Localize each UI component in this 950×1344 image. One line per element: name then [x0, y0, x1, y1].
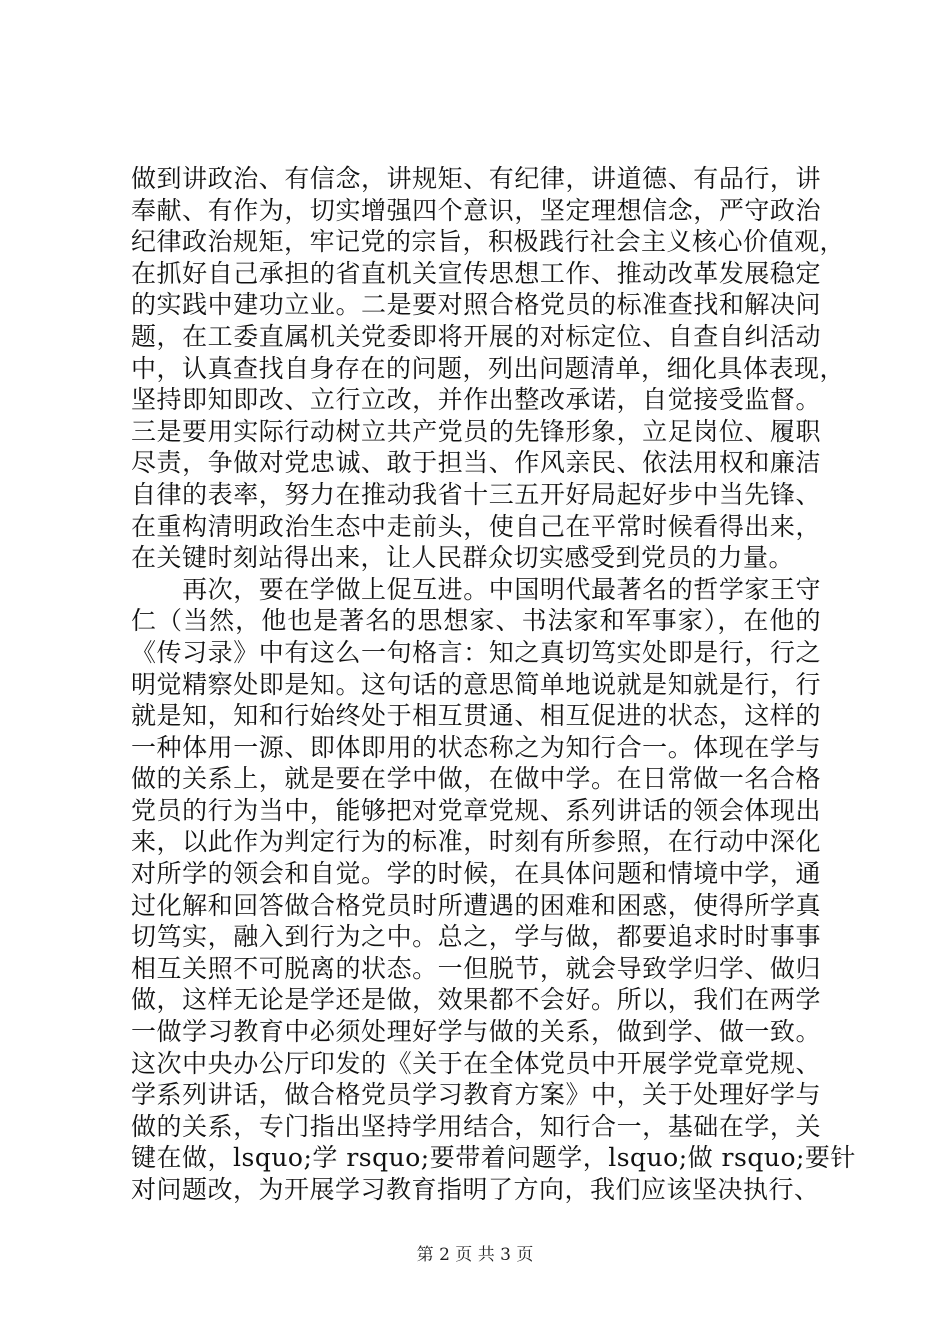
text-line: 自律的表率，努力在推动我省十三五开好局起好步中当先锋、 [131, 479, 821, 509]
text-line: 纪律政治规矩，牢记党的宗旨，积极践行社会主义核心价值观， [131, 227, 846, 257]
text-line: 过化解和回答做合格党员时所遭遇的困难和困惑，使得所学真 [131, 890, 821, 920]
text-line: 中，认真查找自身存在的问题，列出问题清单，细化具体表现， [131, 353, 846, 383]
text-line: 党员的行为当中，能够把对党章党规、系列讲话的领会体现出 [131, 795, 821, 825]
text-line: 对所学的领会和自觉。学的时候，在具体问题和情境中学，通 [131, 859, 821, 889]
text-line: 的实践中建功立业。二是要对照合格党员的标准查找和解决问 [131, 290, 821, 320]
text-line: 题，在工委直属机关党委即将开展的对标定位、自查自纠活动 [131, 321, 821, 351]
text-line: 《传习录》中有这么一句格言：知之真切笃实处即是行，行之 [131, 637, 821, 667]
text-line: 对问题改，为开展学习教育指明了方向，我们应该坚决执行、 [131, 1175, 820, 1204]
text-line: 尽责，争做对党忠诚、敢于担当、作风亲民、依法用权和廉洁 [131, 448, 821, 478]
text-line: 来，以此作为判定行为的标准，时刻有所参照，在行动中深化 [131, 827, 821, 857]
text-line: 在重构清明政治生态中走前头，使自己在平常时候看得出来， [131, 511, 821, 541]
text-line: 做到讲政治、有信念，讲规矩、有纪律，讲道德、有品行，讲 [131, 164, 821, 193]
text-line: 相互关照不可脱离的状态。一但脱节，就会导致学归学、做归 [131, 953, 821, 983]
text-line: 坚持即知即改、立行立改，并作出整改承诺，自觉接受监督。 [131, 385, 821, 415]
text-line: 就是知，知和行始终处于相互贯通、相互促进的状态，这样的 [131, 701, 821, 731]
text-line: 明觉精察处即是知。这句话的意思简单地说就是知就是行，行 [131, 669, 821, 699]
text-line: 一种体用一源、即体即用的状态称之为知行合一。体现在学与 [131, 732, 821, 762]
text-line: 做的关系，专门指出坚持学用结合，知行合一，基础在学，关 [131, 1111, 821, 1141]
text-line: 奉献、有作为，切实增强四个意识，坚定理想信念，严守政治 [131, 195, 821, 225]
text-line: 再次，要在学做上促互进。中国明代最著名的哲学家王守 [131, 574, 821, 604]
text-line: 在关键时刻站得出来，让人民群众切实感受到党员的力量。 [131, 543, 795, 573]
text-line: 学系列讲话，做合格党员学习教育方案》中，关于处理好学与 [131, 1080, 821, 1110]
document-body [131, 163, 856, 1206]
text-line: 在抓好自己承担的省直机关宣传思想工作、推动改革发展稳定 [131, 258, 821, 288]
text-line: 做的关系上，就是要在学中做，在做中学。在日常做一名合格 [131, 764, 821, 794]
page-number-label: 第 2 页 共 3 页 [416, 1245, 534, 1265]
text-line: 三是要用实际行动树立共产党员的先锋形象，立足岗位、履职 [131, 416, 821, 446]
text-line: 键在做，lsquo;学 rsquo;要带着问题学，lsquo;做 rsquo;要针 [131, 1143, 856, 1173]
text-line: 一做学习教育中必须处理好学与做的关系，做到学、做一致。 [131, 1017, 821, 1047]
text-line: 切笃实，融入到行为之中。总之，学与做，都要追求时时事事 [131, 922, 821, 952]
text-line: 仁（当然，他也是著名的思想家、书法家和军事家），在他的 [131, 606, 821, 636]
page-footer [0, 1244, 950, 1266]
text-line: 这次中央办公厅印发的《关于在全体党员中开展学党章党规、 [131, 1048, 821, 1078]
text-line: 做，这样无论是学还是做，效果都不会好。所以，我们在两学 [131, 985, 821, 1015]
